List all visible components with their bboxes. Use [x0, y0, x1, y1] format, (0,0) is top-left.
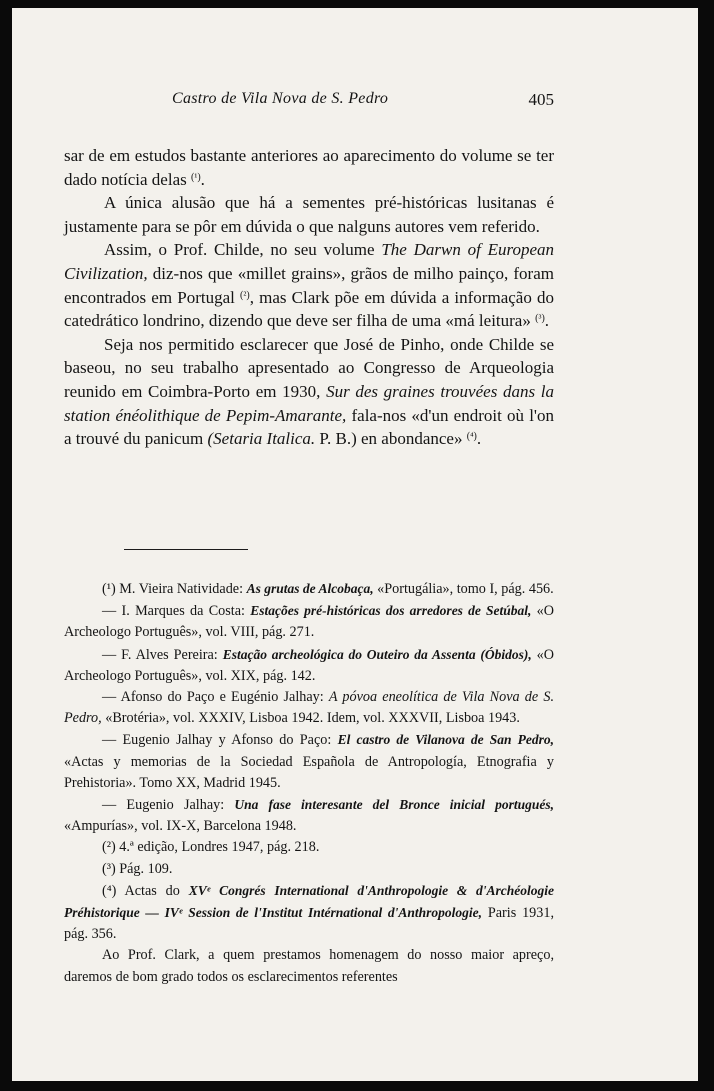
footnote-1-ref-5-title: El castro de Vilanova de San Pedro, [337, 732, 554, 748]
paragraph-3-text-a: Assim, o Prof. Childe, no seu volume [104, 240, 382, 260]
footnote-1-ref-5 [64, 729, 554, 794]
paragraph-4-text-a: Seja nos permitido esclarecer que José de Pinho, onde Childe se baseou, no seu trabalho apresentado ao Congresso de Arqueologia reunido em Coimbra-Porto em 1930, [64, 334, 554, 401]
paragraph-1 [64, 144, 554, 191]
footnote-1-ref-3 [64, 644, 554, 687]
footnote-divider [124, 549, 248, 550]
paragraph-4-text-b: fala-nos «d'un endroit où l'on a trouvé du panicum [64, 405, 554, 449]
book-title-darwn: The Darwn of European Civilization, [64, 240, 554, 283]
footnote-1-ref-4-source: «Brotéria», vol. XXXIV, Lisboa 1942. Idem, vol. XXXVII, Lisboa 1943. [101, 710, 520, 727]
footnote-ref-2: (²) [240, 289, 250, 301]
body-text [64, 144, 554, 451]
footnote-1-ref-2-author: — I. Marques da Costa: [102, 603, 251, 620]
page-header [64, 90, 554, 112]
paragraph-2: A única alusão que há a sementes pré-históricas lusitanas é justamente para se pôr em dúvida o que nalguns autores vem referido. [64, 193, 554, 236]
footnote-1 [64, 578, 554, 600]
footnote-1-ref-3-author: — F. Alves Pereira: [102, 646, 223, 663]
paragraph-1-text: sar de em estudos bastante anteriores ao aparecimento do volume se ter dado notícia delas [64, 146, 554, 189]
footnote-ref-1: (¹) [191, 171, 201, 183]
footnote-1-ref-6-author: — Eugenio Jalhay: [102, 797, 235, 814]
footnote-1-ref-5-source: «Actas y memorias de la Sociedad Española de Antropología, Etnografia y Prehistoria». Tomo XX, Madrid 1945. [64, 753, 554, 791]
paragraph-3-text-c: , mas Clark põe em dúvida a informação do catedrático londrino, dizendo que deve ser filha de uma «má leitura» [64, 287, 555, 331]
paragraph-1-end: . [200, 169, 205, 189]
footnote-1-ref-3-source: «O Archeologo Português», vol. XIX, pág. 142. [64, 646, 555, 684]
footnote-1-ref-6 [64, 794, 554, 837]
footnote-1-author: (¹) M. Vieira Natividade: [102, 581, 247, 597]
footnote-4-title: XVᵉ Congrés International d'Anthropologie & d'Archéologie Préhistorique — IVᵉ Session de l'Institut Intérnational d'Anthropologie, [64, 882, 554, 921]
footnote-1-ref-3-title: Estação archeológica do Outeiro da Assenta (Óbidos), [222, 646, 532, 662]
footnote-1-title: As grutas de Alcobaça, [246, 581, 374, 596]
paragraph-3-text-b: diz-nos que «millet grains», grãos de milho painço, foram encontrados em Portugal [64, 263, 554, 307]
footnote-4-continuation: Ao Prof. Clark, a quem prestamos homenagem do nosso maior apreço, daremos de bom grado todos os esclarecimentos referentes [64, 947, 554, 985]
footnote-3: (³) Pág. 109. [102, 860, 173, 877]
footnote-2: (²) 4.ª edição, Londres 1947, pág. 218. [102, 839, 320, 856]
footnote-1-ref-5-author: — Eugenio Jalhay y Afonso do Paço: [102, 732, 338, 749]
footnote-1-source: «Portugália», tomo I, pág. 456. [373, 581, 554, 597]
footnote-ref-3: (³) [535, 313, 545, 325]
book-page [12, 8, 698, 1081]
footnote-1-ref-2 [64, 600, 554, 643]
paragraph-4-text-c: P. B.) en abondance» [315, 429, 467, 449]
work-title-graines: Sur des graines trouvées dans la station énéolithique de Pepim-Amarante, [64, 381, 554, 425]
footnote-1-ref-4-title: A póvoa eneolítica de Vila Nova de S. Pedro, [64, 689, 554, 727]
footnotes [64, 578, 554, 988]
footnote-4 [64, 880, 554, 946]
paragraph-4 [64, 333, 554, 451]
page-number: 405 [528, 90, 554, 109]
footnote-1-ref-6-title: Una fase interesante del Bronce inicial portugués, [234, 797, 555, 813]
paragraph-3-text-d: . [544, 311, 550, 331]
running-title: Castro de Vila Nova de S. Pedro [172, 90, 389, 107]
footnote-4-source: Paris 1931, pág. 356. [64, 905, 554, 943]
setaria-italica: (Setaria Italica. [207, 429, 316, 449]
paragraph-4-text-d: . [476, 429, 482, 449]
footnote-1-ref-2-title: Estações pré-históricas dos arredores de Setúbal, [250, 603, 532, 619]
footnote-1-ref-2-source: «O Archeologo Português», vol. VIII, pág. 271. [64, 603, 554, 641]
footnote-1-ref-4-author: — Afonso do Paço e Eugénio Jalhay: [102, 689, 329, 706]
footnote-1-ref-6-source: «Ampurías», vol. IX-X, Barcelona 1948. [64, 818, 297, 835]
paragraph-3 [64, 238, 554, 332]
footnote-ref-4: (⁴) [466, 431, 477, 443]
footnote-1-ref-4 [64, 687, 554, 729]
footnote-4-prefix: (⁴) Actas do [102, 882, 189, 899]
